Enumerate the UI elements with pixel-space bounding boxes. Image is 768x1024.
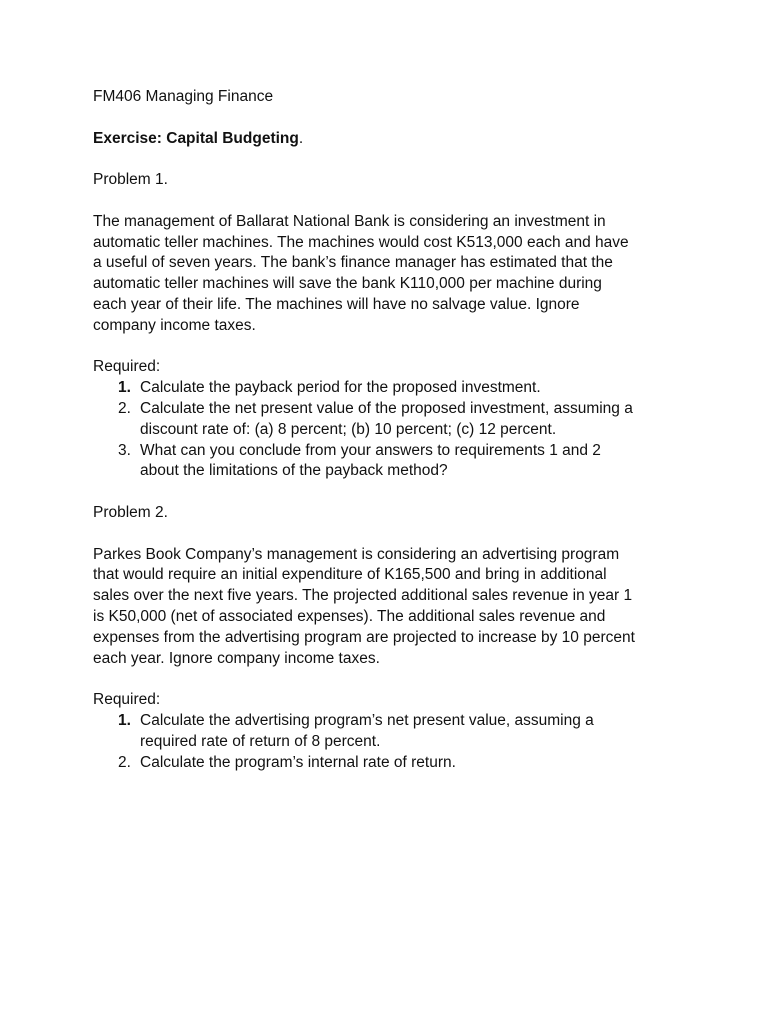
problem1-requirements-list	[93, 378, 693, 482]
problem2-requirements-list	[93, 711, 693, 773]
requirement-item	[93, 753, 693, 774]
problem2-required-label: Required:	[93, 691, 161, 709]
requirement-number: 2.	[118, 753, 131, 771]
requirement-line: Calculate the net present value of the proposed investment, assuming a	[140, 399, 633, 417]
requirement-item	[93, 441, 693, 483]
requirement-line: discount rate of: (a) 8 percent; (b) 10 percent; (c) 12 percent.	[140, 420, 557, 438]
requirement-line: Calculate the payback period for the proposed investment.	[140, 379, 541, 397]
problem1-line: automatic teller machines. The machines would cost K513,000 each and have	[93, 233, 629, 251]
requirement-line: Calculate the advertising program’s net present value, assuming a	[140, 711, 594, 729]
problem2-line: each year. Ignore company income taxes.	[93, 649, 380, 667]
problem1-line: company income taxes.	[93, 316, 256, 334]
problem2-line: expenses from the advertising program are projected to increase by 10 percent	[93, 628, 635, 646]
exercise-title	[93, 129, 693, 150]
problem2-line: is K50,000 (net of associated expenses). The additional sales revenue and	[93, 607, 606, 625]
exercise-label: Exercise: Capital Budgeting	[93, 129, 299, 147]
requirement-number: 3.	[118, 441, 131, 459]
requirement-item	[93, 711, 693, 753]
problem1-line: a useful of seven years. The bank’s finance manager has estimated that the	[93, 254, 613, 272]
requirement-number: 1.	[118, 711, 131, 729]
problem1-required-label: Required:	[93, 358, 161, 376]
problem1-line: each year of their life. The machines will have no salvage value. Ignore	[93, 295, 580, 313]
requirement-item	[93, 378, 693, 399]
requirement-line: about the limitations of the payback method?	[140, 462, 448, 480]
problem2-paragraph	[93, 545, 693, 670]
requirement-line: What can you conclude from your answers to requirements 1 and 2	[140, 441, 601, 459]
requirement-number: 2.	[118, 399, 131, 417]
problem1-required-section	[93, 357, 693, 482]
requirement-number: 1.	[118, 379, 131, 397]
problem2-heading: Problem 2.	[93, 503, 168, 521]
problem2-required-section	[93, 690, 693, 773]
problem2-line: that would require an initial expenditure of K165,500 and bring in additional	[93, 566, 607, 584]
document-page	[93, 87, 693, 794]
problem2-line: sales over the next five years. The projected additional sales revenue in year 1	[93, 587, 633, 605]
problem1-line: automatic teller machines will save the bank K110,000 per machine during	[93, 275, 602, 293]
problem1-line: The management of Ballarat National Bank is considering an investment in	[93, 212, 606, 230]
requirement-item	[93, 399, 693, 441]
problem1-paragraph	[93, 212, 693, 337]
exercise-trailing: .	[298, 129, 304, 147]
problem2-line: Parkes Book Company’s management is considering an advertising program	[93, 545, 620, 563]
requirement-line: Calculate the program’s internal rate of return.	[140, 753, 456, 771]
requirement-line: required rate of return of 8 percent.	[140, 732, 381, 750]
course-title: FM406 Managing Finance	[93, 88, 274, 105]
problem1-heading: Problem 1.	[93, 171, 168, 189]
